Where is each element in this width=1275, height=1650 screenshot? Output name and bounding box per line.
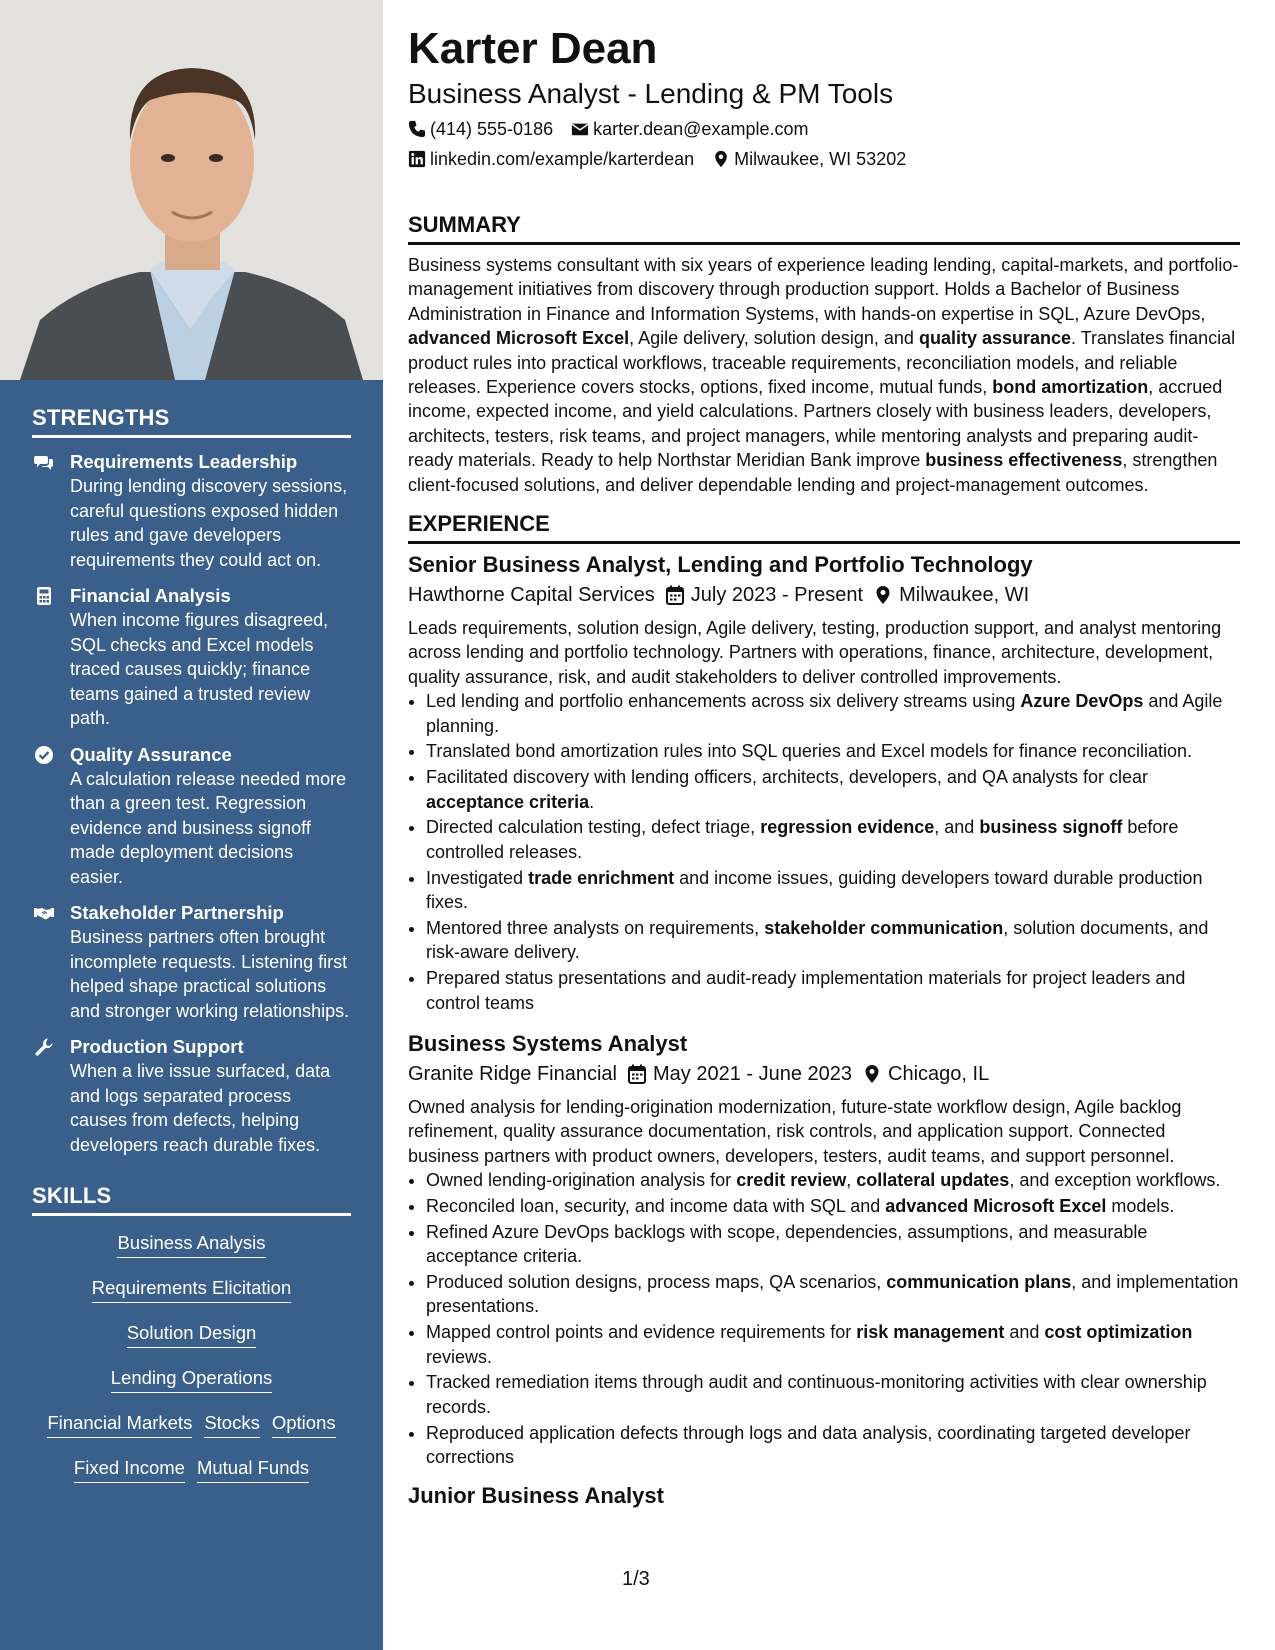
- candidate-title: Business Analyst - Lending & PM Tools: [408, 78, 894, 109]
- comments-icon: [34, 452, 54, 472]
- handshake-icon: [34, 903, 54, 923]
- calculator-icon: [34, 586, 54, 606]
- strength-item: [32, 743, 351, 890]
- emphasis-text: credit review: [736, 1170, 847, 1191]
- strength-title: Stakeholder Partnership: [70, 902, 284, 923]
- wrench-icon: [34, 1037, 54, 1057]
- job-dates: July 2023 - Present: [690, 584, 864, 607]
- emphasis-text: business signoff: [979, 817, 1123, 838]
- company-name: Granite Ridge Financial: [408, 1062, 617, 1085]
- job-location: Chicago, IL: [888, 1062, 990, 1085]
- emphasis-text: regression evidence: [760, 817, 935, 838]
- page-number: 1/3: [622, 1568, 650, 1590]
- job-description: Leads requirements, solution design, Agile delivery, testing, production support, and analyst mentoring across lending and portfolio technology. Partners with operations, finance, architecture, development, quality assurance, risk, and audit stakeholders to deliver controlled improvements.: [408, 618, 1222, 687]
- profile-photo: [0, 0, 383, 380]
- map-pin-icon: [873, 585, 893, 605]
- skill-tag: Requirements Elicitation: [92, 1277, 291, 1303]
- emphasis-text: acceptance criteria: [426, 791, 590, 812]
- strength-title: Quality Assurance: [70, 743, 232, 765]
- skill-tag: Business Analysis: [117, 1232, 265, 1258]
- job-description: Owned analysis for lending-origination modernization, future-state workflow design, Agile backlog refinement, quality assurance documentation, risk controls, and application support. Connected business partners with product owners, developers, testers, audit teams, and support personnel.: [408, 1096, 1182, 1166]
- envelope-icon: [571, 120, 589, 138]
- skill-tag: Stocks: [204, 1412, 260, 1438]
- emphasis-text: communication plans: [886, 1271, 1072, 1292]
- strength-description: During lending discovery sessions, careful questions exposed hidden rules and gave developers requirements they could act on.: [70, 476, 348, 570]
- strength-description: When a live issue surfaced, data and logs separated process causes from defects, helping developers reach durable fixes.: [70, 1061, 331, 1155]
- location-text: Milwaukee, WI 53202: [734, 149, 907, 169]
- job-bullet: • Facilitated discovery with lending officers, architects, developers, and QA analysts for clear acceptance criteria.: [426, 765, 1240, 814]
- job-entry: [408, 550, 1240, 1015]
- job-bullet: • Tracked remediation items through audit and continuous-monitoring activities with clear ownership records.: [426, 1370, 1240, 1419]
- emphasis-text: quality assurance: [918, 328, 1072, 349]
- job-bullet: • Refined Azure DevOps backlogs with scope, dependencies, assumptions, and measurable acceptance criteria.: [426, 1220, 1240, 1269]
- phone-icon: [408, 120, 426, 138]
- strength-item: [32, 584, 351, 731]
- emphasis-text: risk management: [856, 1322, 1005, 1343]
- emphasis-text: advanced Microsoft Excel: [408, 328, 630, 349]
- strength-description: When income figures disagreed, SQL checks and Excel models traced causes quickly; finance teams gained a trusted review path.: [70, 610, 329, 728]
- map-pin-icon: [862, 1064, 882, 1084]
- main-column: [408, 22, 1240, 1511]
- job-location: Milwaukee, WI: [899, 584, 1030, 607]
- strength-description: A calculation release needed more than a green test. Regression evidence and business signoff made deployment decisions easier.: [70, 768, 347, 887]
- job-bullet: • Investigated trade enrichment and income issues, guiding developers toward durable production fixes.: [426, 866, 1240, 915]
- strengths-heading: STRENGTHS: [32, 405, 351, 438]
- job-bullets: [408, 689, 1240, 1015]
- job-bullet: • Translated bond amortization rules into SQL queries and Excel models for finance reconciliation.: [426, 739, 1240, 763]
- strength-title: Production Support: [70, 1036, 244, 1057]
- experience-heading: EXPERIENCE: [408, 511, 1240, 544]
- skill-tag: Lending Operations: [111, 1367, 272, 1393]
- job-bullet: • Mentored three analysts on requirements, stakeholder communication, solution documents, and risk-aware delivery.: [426, 916, 1240, 965]
- emphasis-text: bond amortization: [992, 377, 1149, 398]
- candidate-name: Karter Dean: [408, 24, 658, 73]
- job-bullet: • Directed calculation testing, defect triage, regression evidence, and business signoff before controlled releases.: [426, 815, 1240, 864]
- job-bullet: • Led lending and portfolio enhancements across six delivery streams using Azure DevOps and Agile planning.: [426, 689, 1240, 738]
- company-name: Hawthorne Capital Services: [408, 584, 655, 607]
- sidebar-content: [32, 405, 351, 1492]
- skill-tag: Mutual Funds: [197, 1457, 309, 1483]
- job-dates: May 2021 - June 2023: [653, 1062, 853, 1085]
- calendar-icon: [665, 585, 685, 605]
- profile-photo-illustration: [0, 0, 383, 380]
- job-title: Senior Business Analyst, Lending and Portfolio Technology: [408, 552, 1033, 578]
- job-entry: [408, 1029, 1240, 1469]
- map-pin-icon: [712, 150, 730, 168]
- skills-heading: SKILLS: [32, 1183, 351, 1216]
- strength-description: Business partners often brought incomplete requests. Listening first helped shape practical solutions and stronger working relationships.: [70, 927, 350, 1021]
- contact-row: [408, 144, 1240, 174]
- strength-item: [32, 901, 351, 1023]
- email-link[interactable]: karter.dean@example.com: [593, 119, 809, 139]
- contact-row: [408, 114, 1240, 144]
- emphasis-text: Azure DevOps: [1020, 691, 1144, 712]
- skill-tag: Financial Markets: [47, 1412, 192, 1438]
- emphasis-text: collateral updates: [856, 1170, 1010, 1191]
- job-bullet: • Mapped control points and evidence requirements for risk management and cost optimization reviews.: [426, 1320, 1240, 1369]
- summary-paragraph: Business systems consultant with six years of experience leading lending, capital-markets, and portfolio-management initiatives from discovery through production support. Holds a Bachelor of Business Administration in Finance and Information Systems, with hands-on expertise in SQL, Azure DevOps, advanced Microsoft Excel, Agile delivery, solution design, and quality assurance. Translates financial product rules into practical workflows, traceable requirements, reconciliation models, and reliable releases. Experience covers stocks, options, fixed income, mutual funds, bond amortization, accrued income, expected income, and yield calculations. Partners closely with business leaders, developers, architects, testers, risk teams, and project managers, while mentoring analysts and preparing audit-ready materials. Ready to help Northstar Meridian Bank improve business effectiveness, strengthen client-focused solutions, and deliver dependable lending and project-management outcomes.: [408, 255, 1239, 495]
- strength-title: Financial Analysis: [70, 585, 231, 606]
- job-bullet: • Owned lending-origination analysis for credit review, collateral updates, and exception workflows.: [426, 1168, 1240, 1192]
- check-circle-icon: [34, 745, 54, 765]
- job-bullet: • Reproduced application defects through logs and data analysis, coordinating targeted developer corrections: [426, 1421, 1240, 1470]
- job-bullet: • Prepared status presentations and audit-ready implementation materials for project leaders and control teams: [426, 966, 1240, 1015]
- job-bullet: • Reconciled loan, security, and income data with SQL and advanced Microsoft Excel models.: [426, 1194, 1240, 1218]
- strength-item: [32, 450, 351, 572]
- emphasis-text: business effectiveness: [925, 450, 1123, 471]
- phone-number[interactable]: (414) 555-0186: [430, 119, 554, 139]
- emphasis-text: cost optimization: [1044, 1322, 1193, 1343]
- job-meta: [408, 1059, 1240, 1089]
- strength-title: Requirements Leadership: [70, 451, 298, 472]
- emphasis-text: advanced Microsoft Excel: [885, 1195, 1107, 1216]
- skill-tag: Solution Design: [127, 1322, 257, 1348]
- emphasis-text: stakeholder communication: [764, 917, 1004, 938]
- skill-tag: Options: [272, 1412, 336, 1438]
- skills-list: [32, 1222, 351, 1492]
- calendar-icon: [627, 1064, 647, 1084]
- skill-tag: Fixed Income: [74, 1457, 185, 1483]
- linkedin-link[interactable]: linkedin.com/example/karterdean: [430, 149, 695, 169]
- job-bullets: [408, 1168, 1240, 1469]
- linkedin-icon: [408, 150, 426, 168]
- job-title: Business Systems Analyst: [408, 1030, 688, 1056]
- job-meta: [408, 580, 1240, 610]
- job-title: Junior Business Analyst: [408, 1483, 664, 1509]
- job-bullet: • Produced solution designs, process maps, QA scenarios, communication plans, and implementation presentations.: [426, 1270, 1240, 1319]
- strength-item: [32, 1035, 351, 1157]
- emphasis-text: trade enrichment: [528, 867, 675, 888]
- summary-heading: SUMMARY: [408, 212, 1240, 245]
- job-entry: [408, 1481, 1240, 1511]
- sidebar: [0, 0, 383, 1650]
